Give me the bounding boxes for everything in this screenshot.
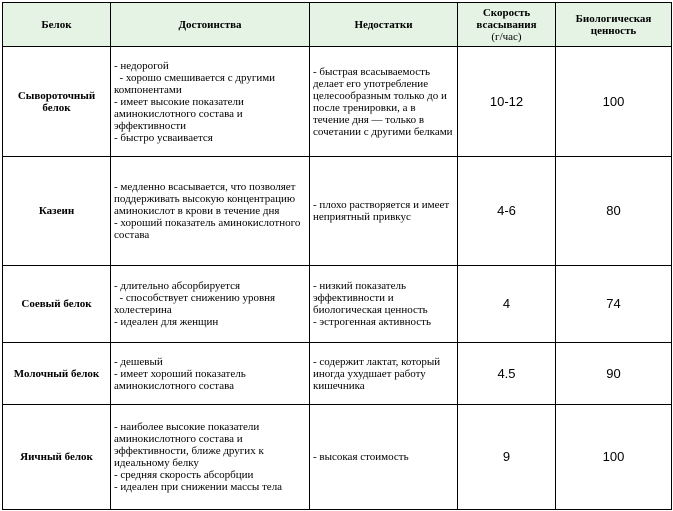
protein-comparison-table xyxy=(2,2,672,510)
pros-item: - способствует снижению уровня холестерина xyxy=(114,292,278,316)
absorption-speed: 4.5 xyxy=(458,343,556,405)
pros-item: - дешевый xyxy=(114,355,163,368)
cons-item: - эстрогенная активность xyxy=(313,316,432,328)
header-speed-unit: (г/час) xyxy=(491,30,522,43)
pros-item: - хорошо смешивается с другими компонентами xyxy=(114,71,278,96)
pros-cell xyxy=(111,157,310,266)
pros-item: - имеет высокие показатели аминокислотного состава и эффективности xyxy=(114,95,247,132)
pros-cell xyxy=(111,343,310,405)
absorption-speed: 9 xyxy=(458,405,556,510)
pros-item: - хороший показатель аминокислотного состава xyxy=(114,217,304,241)
pros-item: - длительно абсорбируется xyxy=(114,280,241,292)
table-row xyxy=(3,47,672,157)
table-row xyxy=(3,157,672,266)
pros-item: - идеален для женщин xyxy=(114,316,219,328)
protein-name: Соевый белок xyxy=(3,266,111,343)
protein-name: Сывороточный белок xyxy=(3,47,111,157)
pros-cell xyxy=(111,47,310,157)
pros-item: - идеален при снижении массы тела xyxy=(114,481,283,493)
absorption-speed: 4-6 xyxy=(458,157,556,266)
header-protein: Белок xyxy=(3,3,111,47)
cons-item: - быстрая всасываемость делает его употребление целесообразным только до и после тренировки, а в течение дня — только в сочетании с другими белками xyxy=(313,65,453,138)
cons-cell xyxy=(310,343,458,405)
table-row xyxy=(3,405,672,510)
protein-name: Молочный белок xyxy=(3,343,111,405)
pros-item: - недорогой xyxy=(114,59,169,72)
cons-cell xyxy=(310,266,458,343)
header-speed xyxy=(458,3,556,47)
header-pros: Достоинства xyxy=(111,3,310,47)
absorption-speed: 10-12 xyxy=(458,47,556,157)
table-row xyxy=(3,266,672,343)
pros-cell xyxy=(111,266,310,343)
cons-cell xyxy=(310,157,458,266)
biological-value: 74 xyxy=(556,266,672,343)
protein-name: Яичный белок xyxy=(3,405,111,510)
header-speed-label: Скорость всасывания xyxy=(476,6,537,31)
pros-cell xyxy=(111,405,310,510)
biological-value: 80 xyxy=(556,157,672,266)
absorption-speed: 4 xyxy=(458,266,556,343)
cons-item: - содержит лактат, который иногда ухудшает работу кишечника xyxy=(313,355,443,392)
table-row xyxy=(3,343,672,405)
biological-value: 100 xyxy=(556,47,672,157)
pros-item: - медленно всасывается, что позволяет поддерживать высокую концентрацию аминокислот в крови в течение дня xyxy=(114,181,299,217)
pros-item: - средняя скорость абсорбции xyxy=(114,469,254,481)
cons-item: - высокая стоимость xyxy=(313,451,409,463)
protein-name: Казеин xyxy=(3,157,111,266)
biological-value: 100 xyxy=(556,405,672,510)
pros-item: - наиболее высокие показатели аминокислотного состава и эффективности, ближе других к идеальному белку xyxy=(114,421,267,469)
cons-item: - низкий показатель эффективности и биологическая ценность xyxy=(313,280,428,316)
pros-item: - имеет хороший показатель аминокислотного состава xyxy=(114,367,249,392)
header-cons: Недостатки xyxy=(310,3,458,47)
cons-item: - плохо растворяется и имеет неприятный привкус xyxy=(313,199,452,223)
header-row xyxy=(3,3,672,47)
header-bio-value: Биологическая ценность xyxy=(556,3,672,47)
biological-value: 90 xyxy=(556,343,672,405)
pros-item: - быстро усваивается xyxy=(114,131,213,144)
cons-cell xyxy=(310,405,458,510)
cons-cell xyxy=(310,47,458,157)
